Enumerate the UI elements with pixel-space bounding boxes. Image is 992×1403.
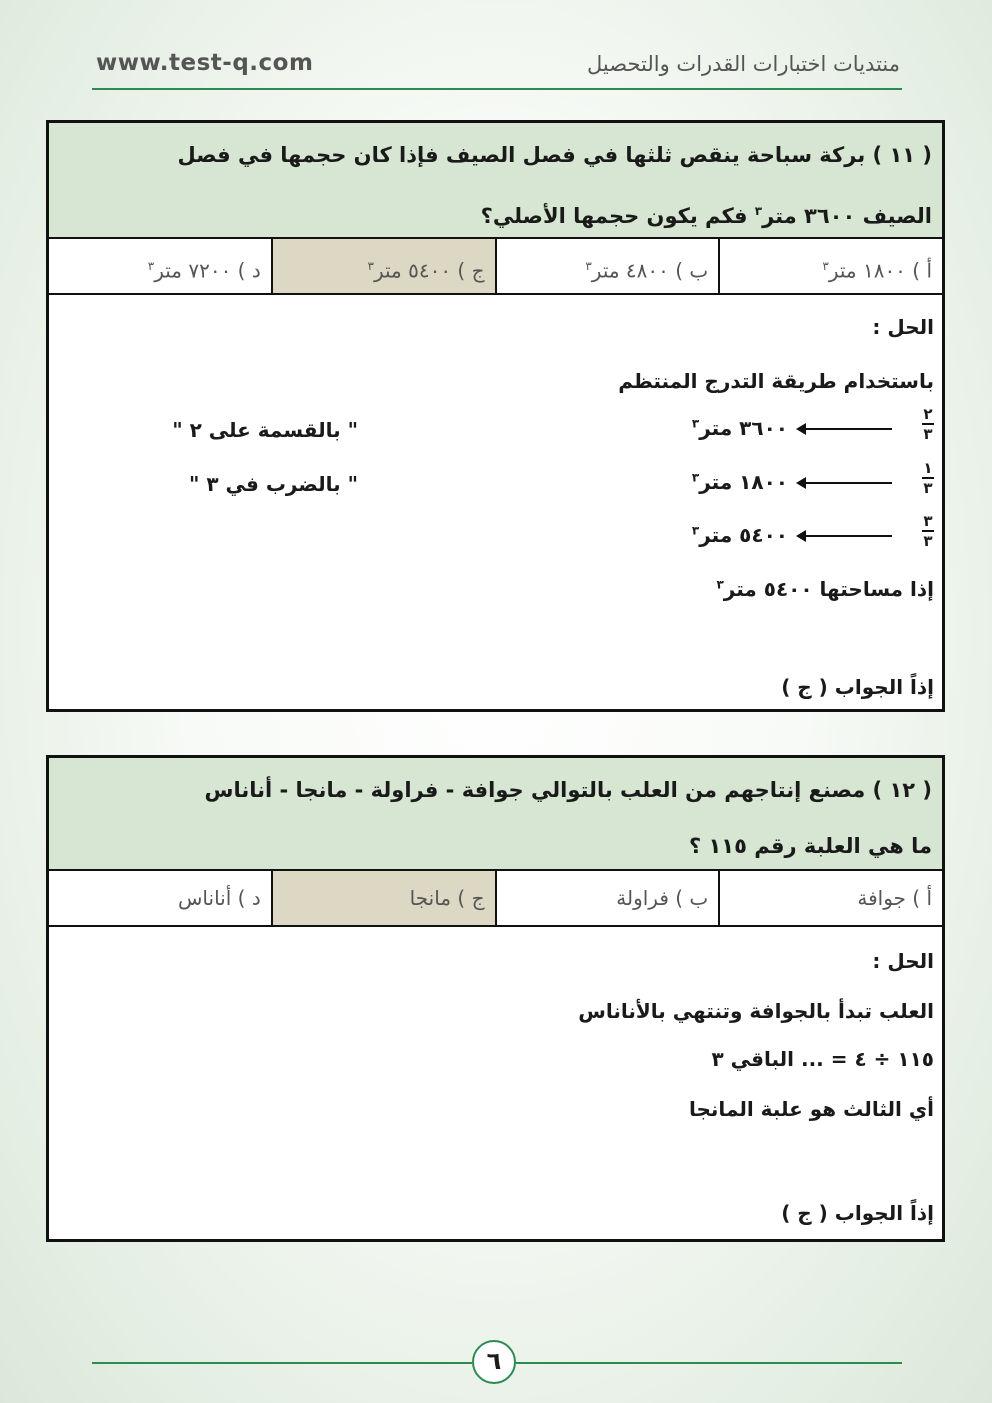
- option-b[interactable]: ب ) فراولة: [495, 871, 719, 925]
- final-answer: إذاً الجواب ( ج ): [781, 1201, 934, 1225]
- solution-label: الحل :: [872, 949, 934, 973]
- solution-step-1: العلب تبدأ بالجوافة وتنتهي بالأناناس: [578, 999, 934, 1023]
- header-divider: [92, 88, 902, 90]
- site-url[interactable]: www.test-q.com: [96, 50, 314, 76]
- fraction-three-thirds: ٣ ٣: [923, 512, 933, 550]
- note-multiply: " بالضرب في ٣ ": [188, 472, 358, 496]
- question-11-options: [49, 239, 942, 295]
- q11-line2-part1: الصيف ٣٦٠٠ متر: [762, 204, 932, 228]
- q11-line2-part2: فكم يكون حجمها الأصلي؟: [480, 204, 755, 228]
- solution-label: الحل :: [872, 315, 934, 339]
- question-11-solution: [49, 295, 942, 709]
- question-11-line-1: ( ١١ ) بركة سباحة ينقص ثلثها في فصل الصيف فإذا كان حجمها في فصل: [177, 143, 932, 167]
- question-11-text: [49, 123, 942, 239]
- volume-3600: ٣٦٠٠ متر$^٣$: [691, 416, 788, 440]
- question-12-text: [49, 758, 942, 871]
- question-12-solution: [49, 927, 942, 1239]
- option-a[interactable]: أ ) جوافة: [718, 871, 942, 925]
- option-c[interactable]: ج ) مانجا: [271, 871, 495, 925]
- q11-line2-cube: ٣: [754, 204, 763, 218]
- option-b[interactable]: ب ) ٤٨٠٠ متر$^٣$: [495, 239, 719, 293]
- footer-divider-right: [516, 1362, 902, 1364]
- note-divide: " بالقسمة على ٢ ": [172, 418, 358, 442]
- question-12-box: [46, 755, 945, 1242]
- option-c[interactable]: ج ) ٥٤٠٠ متر$^٣$: [271, 239, 495, 293]
- solution-method: باستخدام طريقة التدرج المنتظم: [618, 369, 934, 393]
- question-11-line-2: [59, 183, 932, 239]
- solution-conclusion: إذا مساحتها ٥٤٠٠ متر$^٣$: [716, 577, 934, 601]
- footer-divider-left: [92, 1362, 472, 1364]
- question-12-line-2: ما هي العلبة رقم ١١٥ ؟: [688, 834, 932, 858]
- volume-1800: ١٨٠٠ متر$^٣$: [691, 470, 788, 494]
- arrow-1: [798, 428, 892, 430]
- solution-step-3: أي الثالث هو علبة المانجا: [689, 1097, 934, 1121]
- forum-title: منتديات اختبارات القدرات والتحصيل: [587, 52, 900, 76]
- page-number: ٦: [472, 1340, 516, 1384]
- solution-step-2: ١١٥ ÷ ٤ = ... الباقي ٣: [711, 1047, 934, 1071]
- option-d[interactable]: د ) ٧٢٠٠ متر$^٣$: [147, 258, 261, 283]
- option-a[interactable]: أ ) ١٨٠٠ متر$^٣$: [718, 239, 942, 293]
- question-12-options: [49, 871, 942, 927]
- fraction-two-thirds: ٢ ٣: [923, 405, 933, 443]
- volume-5400: ٥٤٠٠ متر$^٣$: [691, 523, 788, 547]
- arrow-2: [798, 482, 892, 484]
- question-11-box: [46, 120, 945, 712]
- arrow-3: [798, 535, 892, 537]
- question-12-line-1: ( ١٢ ) مصنع إنتاجهم من العلب بالتوالي جوافة - فراولة - مانجا - أناناس: [204, 778, 932, 802]
- fraction-one-third: ١ ٣: [923, 459, 933, 497]
- final-answer: إذاً الجواب ( ج ): [781, 675, 934, 699]
- option-d[interactable]: د ) أناناس: [178, 886, 261, 910]
